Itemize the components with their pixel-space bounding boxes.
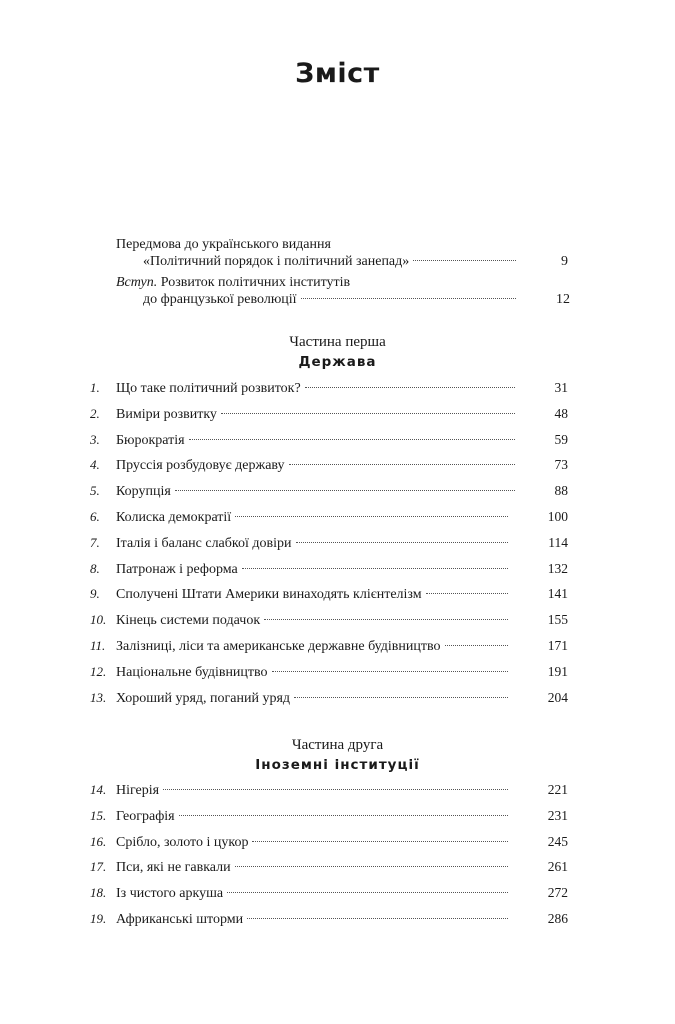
page-number: 272 — [547, 885, 568, 901]
toc-entry[interactable] — [90, 535, 568, 561]
chapter-number: 3. — [90, 431, 100, 447]
toc-entry[interactable] — [90, 586, 568, 612]
page-number: 245 — [547, 833, 568, 849]
front-entry-intro[interactable] — [116, 291, 568, 308]
chapter-title: Пруссія розбудовує державу — [116, 458, 285, 474]
front-entry-preface-line2: «Політичний порядок і політичний занепад» — [143, 254, 410, 269]
chapter-number: 9. — [90, 586, 100, 602]
toc-entry[interactable] — [90, 612, 568, 638]
chapter-title: Срібло, золото і цукор — [116, 834, 249, 850]
chapter-title: Кінець системи подачок — [116, 613, 261, 629]
dot-leader — [235, 516, 508, 517]
toc-entry[interactable] — [90, 782, 568, 808]
dot-leader — [247, 918, 508, 919]
chapter-number: 1. — [90, 380, 100, 395]
page-number: 221 — [547, 782, 568, 797]
toc-entry[interactable] — [90, 561, 568, 587]
chapter-number: 2. — [90, 405, 100, 421]
toc-entry[interactable] — [90, 808, 568, 834]
chapter-title: Африканські шторми — [116, 911, 244, 927]
chapter-number: 18. — [90, 885, 107, 901]
toc-entry[interactable] — [90, 859, 568, 885]
page-number: 12 — [556, 292, 570, 307]
chapter-number: 6. — [90, 508, 100, 524]
intro-label: Вступ. — [116, 275, 158, 290]
toc-entry[interactable] — [90, 509, 568, 535]
dot-leader — [235, 866, 508, 867]
chapter-title: Виміри розвитку — [116, 406, 217, 422]
page-number: 191 — [547, 663, 568, 679]
page-number: 88 — [554, 483, 568, 499]
chapter-number: 17. — [90, 859, 107, 875]
toc-entry[interactable] — [90, 834, 568, 860]
part1-title: Держава — [298, 354, 377, 370]
page-title: Зміст — [295, 58, 380, 89]
dot-leader — [264, 619, 508, 620]
page-number: 231 — [547, 807, 568, 823]
page-number: 132 — [547, 560, 568, 576]
toc-entry[interactable] — [90, 664, 568, 690]
dot-leader — [163, 789, 508, 790]
toc-entry[interactable] — [90, 432, 568, 458]
toc-entry[interactable] — [90, 911, 568, 937]
part2-heading — [0, 735, 675, 775]
dot-leader — [413, 260, 516, 261]
toc-entry[interactable] — [90, 690, 568, 716]
dot-leader — [301, 298, 516, 299]
part2-label: Частина друга — [291, 737, 384, 753]
dot-leader — [252, 841, 507, 842]
chapter-number: 14. — [90, 782, 107, 797]
dot-leader — [227, 892, 508, 893]
chapter-title: Бюрократія — [116, 432, 185, 448]
chapter-number: 19. — [90, 910, 107, 926]
chapter-title: Італія і баланс слабкої довіри — [116, 535, 292, 551]
page-number: 155 — [547, 612, 568, 628]
chapter-number: 16. — [90, 833, 107, 849]
chapter-title: Що таке політичний розвиток? — [116, 381, 301, 396]
front-entry-preface-line1: Передмова до українського видання — [116, 237, 331, 252]
front-entry-intro-line1 — [116, 274, 568, 291]
page-number: 9 — [561, 254, 568, 269]
chapter-title: Колиска демократії — [116, 509, 232, 525]
chapter-title: Національне будівництво — [116, 664, 268, 680]
chapter-title: Географія — [116, 808, 175, 824]
chapter-title: Із чистого аркуша — [116, 886, 224, 902]
dot-leader — [221, 413, 515, 414]
dot-leader — [445, 645, 508, 646]
dot-leader — [189, 439, 515, 440]
chapter-title: Залізниці, ліси та американське державне будівництво — [116, 638, 441, 654]
chapter-title: Хороший уряд, поганий уряд — [116, 690, 291, 706]
page-number: 204 — [547, 689, 568, 705]
part1-chapter-list — [90, 380, 568, 715]
dot-leader — [242, 568, 508, 569]
dot-leader — [426, 593, 508, 594]
dot-leader — [272, 671, 508, 672]
page-number: 141 — [547, 586, 568, 602]
chapter-number: 10. — [90, 612, 107, 628]
toc-entry[interactable] — [90, 638, 568, 664]
toc-entry[interactable] — [90, 483, 568, 509]
chapter-number: 13. — [90, 689, 107, 705]
page-number: 114 — [548, 534, 568, 550]
page-number: 261 — [547, 859, 568, 875]
chapter-title: Патронаж і реформа — [116, 561, 238, 577]
chapter-title: Корупція — [116, 484, 171, 500]
page-number: 171 — [547, 637, 568, 653]
intro-title: Розвиток політичних інститутів — [157, 275, 351, 290]
page-number: 286 — [547, 910, 568, 926]
dot-leader — [175, 490, 515, 491]
dot-leader — [294, 697, 508, 698]
page-number: 31 — [554, 380, 568, 395]
part2-title: Іноземні інституції — [255, 757, 420, 773]
front-matter — [116, 236, 568, 308]
page-number: 48 — [554, 405, 568, 421]
toc-entry[interactable] — [90, 885, 568, 911]
dot-leader — [296, 542, 509, 543]
part1-label: Частина перша — [289, 334, 386, 350]
chapter-number: 4. — [90, 457, 100, 473]
dot-leader — [289, 464, 515, 465]
chapter-title: Сполучені Штати Америки винаходять клієнтелізм — [116, 587, 422, 603]
page-number: 59 — [554, 431, 568, 447]
part1-heading — [0, 332, 675, 372]
chapter-number: 12. — [90, 663, 107, 679]
part2-chapter-list — [90, 782, 568, 937]
chapter-number: 7. — [90, 534, 100, 550]
chapter-number: 8. — [90, 560, 100, 576]
front-entry-preface[interactable] — [116, 253, 568, 270]
chapter-number: 15. — [90, 807, 107, 823]
chapter-title: Нігерія — [116, 783, 160, 798]
toc-entry[interactable] — [90, 406, 568, 432]
dot-leader — [305, 387, 515, 388]
front-entry-intro-line2: до французької революції — [143, 292, 297, 307]
page-number: 73 — [554, 457, 568, 473]
dot-leader — [179, 815, 508, 816]
chapter-title: Пси, які не гавкали — [116, 860, 231, 876]
toc-entry[interactable] — [90, 380, 568, 406]
chapter-number: 11. — [90, 637, 106, 653]
page-number: 100 — [547, 508, 568, 524]
chapter-number: 5. — [90, 483, 100, 499]
toc-entry[interactable] — [90, 457, 568, 483]
